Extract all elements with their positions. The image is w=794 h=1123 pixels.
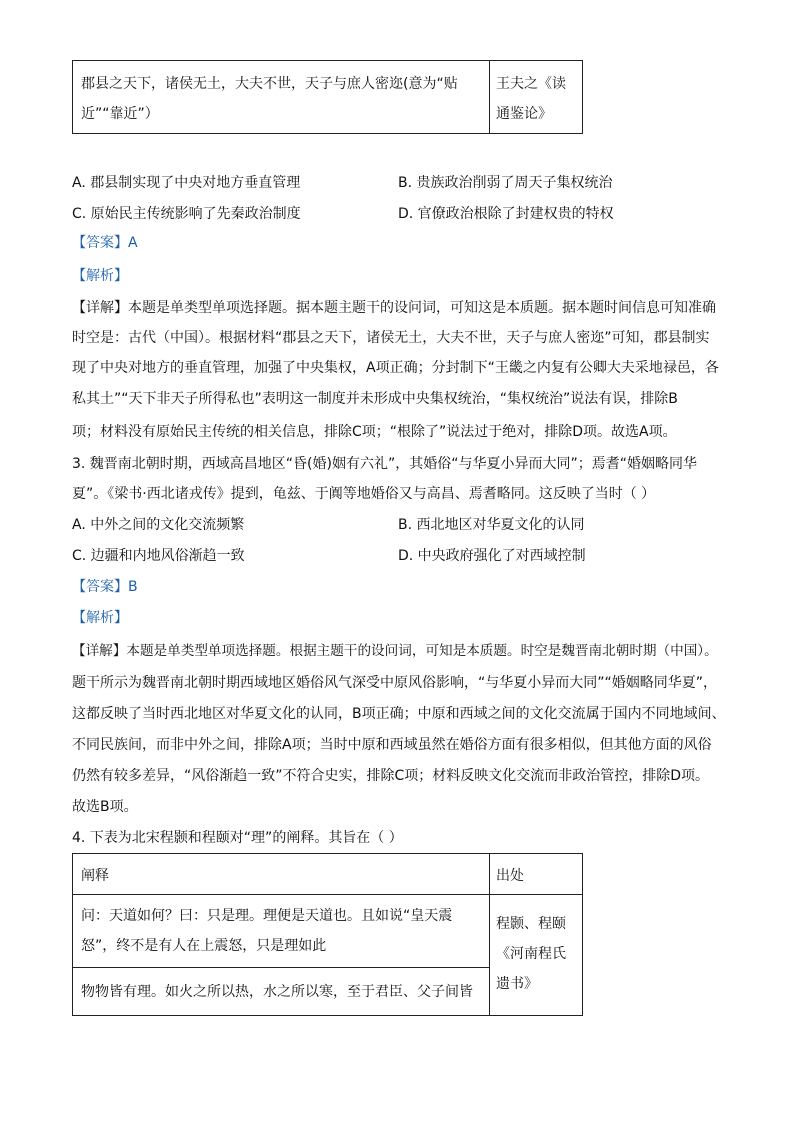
q2-material-table <box>72 60 584 134</box>
q2-detail-line-3: 现了中央对地方的垂直管理，加强了中央集权，A项正确；分封制下“王畿之内复有公卿大夫采地禄邑，各 <box>72 360 719 376</box>
q4-table-source-line3: 遗书》 <box>496 976 538 992</box>
q3-option-a: A. 中外之间的文化交流频繁 <box>72 517 245 533</box>
q2-option-d: D. 官僚政治根除了封建权贵的特权 <box>398 206 614 222</box>
q3-option-c: C. 边疆和内地风俗渐趋一致 <box>72 548 245 564</box>
q2-detail-line-2: 时空是：古代（中国）。根据材料“郡县之天下，诸侯无土，大夫不世，天子与庶人密迩”可知，郡县制实 <box>72 330 710 346</box>
q3-detail-line-5: 仍然有较多差异，“风俗渐趋一致”不符合史实，排除C项；材料反映文化交流而非政治管控，排除D项。 <box>72 768 710 784</box>
q4-stem: 4. 下表为北宋程颢和程颐对“理”的阐释。其旨在（ ） <box>72 830 403 846</box>
q2-table-left-cell <box>72 60 490 134</box>
q3-detail-line-4: 不同民族间，而非中外之间，排除A项；当时中原和西域虽然在婚俗方面有很多相似，但其他方面的风俗 <box>72 737 712 753</box>
q4-table-row-1-line2: 怒”，终不是有人在上震怒，只是理如此 <box>81 938 327 954</box>
q2-detail-line-1: 【详解】本题是单类型单项选择题。据本题主题干的设问词，可知这是本质题。据本题时间信息可知准确 <box>72 300 716 316</box>
q2-table-source-line1: 王夫之《读 <box>496 76 566 92</box>
q4-table-row-2 <box>72 967 490 1016</box>
q2-table-source-cell <box>488 60 583 134</box>
q2-table-content-line1: 郡县之天下，诸侯无土，大夫不世，天子与庶人密迩(意为“贴 <box>81 76 458 92</box>
q3-detail-line-6: 故选B项。 <box>72 799 138 815</box>
q2-option-a: A. 郡县制实现了中央对地方垂直管理 <box>72 175 301 191</box>
q3-stem-line-1: 3. 魏晋南北朝时期，西域高昌地区“昏(婚)姻有六礼”，其婚俗“与华夏小异而大同”；焉耆“婚姻略同华 <box>72 456 697 472</box>
q3-stem-line-2: 夏”。《梁书·西北诸戎传》提到，龟兹、于阗等地婚俗又与高昌、焉耆略同。这反映了当时（ ） <box>72 486 656 502</box>
q3-analysis-label: 【解析】 <box>72 610 128 626</box>
q2-detail-line-4: 私其土”“天下非天子所得私也”表明这一制度并未形成中央集权统治，“集权统治”说法有误，排除B <box>72 391 678 407</box>
q4-table-header-left <box>72 853 490 895</box>
q2-analysis-label: 【解析】 <box>72 268 128 284</box>
q3-detail-line-2: 题干所示为魏晋南北朝时期西域地区婚俗风气深受中原风俗影响，“与华夏小异而大同”“婚姻略同华夏”， <box>72 675 718 691</box>
q4-material-table <box>72 853 584 1018</box>
q4-table-source-line1: 程颢、程颐 <box>496 916 566 932</box>
q2-option-c: C. 原始民主传统影响了先秦政治制度 <box>72 206 301 222</box>
q3-option-d: D. 中央政府强化了对西域控制 <box>398 548 586 564</box>
q3-detail-line-3: 这都反映了当时西北地区对华夏文化的认同，B项正确；中原和西域之间的文化交流属于国内不同地域间、 <box>72 706 726 722</box>
q4-table-source-cell <box>488 893 583 1016</box>
q2-table-source-line2: 通鉴论》 <box>496 106 552 122</box>
q4-table-header-left-text: 阐释 <box>81 868 109 884</box>
q2-detail-line-5: 项；材料没有原始民主传统的相关信息，排除C项；“根除了”说法过于绝对，排除D项。故选A项。 <box>72 424 677 440</box>
q2-option-b: B. 贵族政治削弱了周天子集权统治 <box>398 175 613 191</box>
q3-detail-line-1: 【详解】本题是单类型单项选择题。根据主题干的设问词，可知是本质题。时空是魏晋南北朝时期（中国）。 <box>72 643 718 659</box>
q4-table-row-1-line1: 问：天道如何？曰：只是理。理便是天道也。且如说“皇天震 <box>81 908 453 924</box>
q2-table-content-line2: 近”“靠近”） <box>81 106 159 122</box>
q4-table-row-2-text: 物物皆有理。如火之所以热，水之所以寒，至于君臣、父子间皆 <box>81 984 473 1000</box>
q3-option-b: B. 西北地区对华夏文化的认同 <box>398 517 585 533</box>
q2-answer: 【答案】A <box>72 235 138 251</box>
q4-table-header-right <box>488 853 583 895</box>
q4-table-row-1 <box>72 893 490 968</box>
q3-answer: 【答案】B <box>72 579 138 595</box>
q4-table-header-right-text: 出处 <box>496 868 524 884</box>
q4-table-source-line2: 《河南程氏 <box>496 946 566 962</box>
